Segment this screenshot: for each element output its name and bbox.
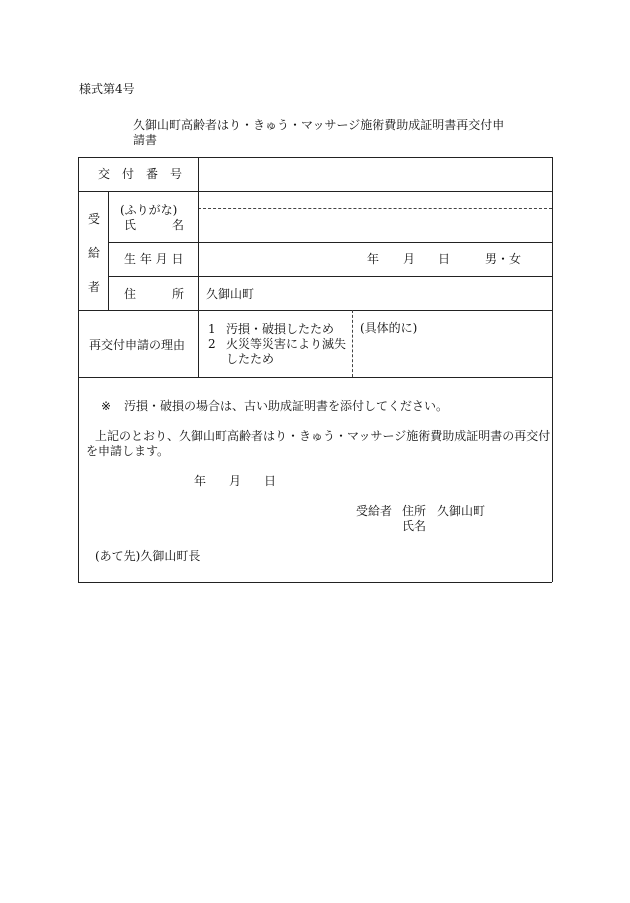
statement-line-2: を申請します。	[86, 444, 170, 458]
table-left-border	[78, 157, 79, 582]
application-date-year: 年	[194, 474, 207, 488]
application-date-month: 月	[229, 474, 242, 488]
reason-option-1[interactable]: 汚損・破損したため	[226, 322, 335, 336]
recipient-label-char: 給	[88, 246, 101, 260]
recipient-label-char: 受	[88, 212, 101, 226]
reason-dashed-divider	[352, 310, 353, 377]
reason-option-2[interactable]: 火災等災害により滅失	[226, 337, 347, 351]
birthdate-year: 年	[367, 252, 380, 266]
applicant-label: 受給者	[356, 504, 393, 518]
issue-number-field[interactable]	[199, 158, 551, 191]
row-separator	[78, 377, 552, 378]
sex-options[interactable]: 男・女	[485, 252, 522, 266]
row-separator	[108, 276, 552, 277]
birthdate-day: 日	[438, 252, 451, 266]
document-title: 久御山町高齢者はり・きゅう・マッサージ施術費助成証明書再交付申請書	[133, 118, 505, 147]
applicant-address-value: 久御山町	[437, 504, 486, 518]
note-text: 汚損・破損の場合は、古い助成証明書を添付してください。	[124, 399, 449, 413]
reason-option-2-continued: したため	[226, 352, 275, 366]
recipient-column-separator	[108, 191, 109, 310]
row-separator	[108, 242, 552, 243]
row-separator	[78, 310, 552, 311]
reason-label: 再交付申請の理由	[89, 338, 186, 352]
birthdate-month: 月	[403, 252, 416, 266]
recipient-label-char: 者	[88, 280, 101, 294]
form-number: 様式第4号	[79, 82, 135, 96]
table-right-border	[552, 157, 553, 582]
application-date-day: 日	[264, 474, 277, 488]
applicant-address-label: 住所	[402, 504, 427, 518]
addressee: (あて先)久御山町長	[95, 549, 201, 563]
table-bottom-border	[78, 582, 552, 583]
reason-option-1-number: 1	[208, 322, 216, 336]
applicant-name-label: 氏名	[402, 519, 427, 533]
note-mark: ※	[101, 399, 112, 413]
furigana-label: (ふりがな)	[120, 203, 178, 217]
address-value: 久御山町	[206, 287, 255, 301]
reason-option-2-number: 2	[208, 337, 216, 351]
statement-line-1: 上記のとおり、久御山町高齢者はり・きゅう・マッサージ施術費助成証明書の再交付	[95, 429, 551, 443]
name-label: 氏 名	[124, 218, 185, 232]
issue-number-label: 交 付 番 号	[98, 167, 183, 181]
name-field[interactable]	[199, 209, 551, 242]
address-label: 住 所	[124, 287, 185, 301]
furigana-field[interactable]	[199, 192, 551, 208]
birthdate-label: 生 年 月 日	[124, 252, 184, 266]
detail-label: (具体的に)	[360, 321, 418, 335]
